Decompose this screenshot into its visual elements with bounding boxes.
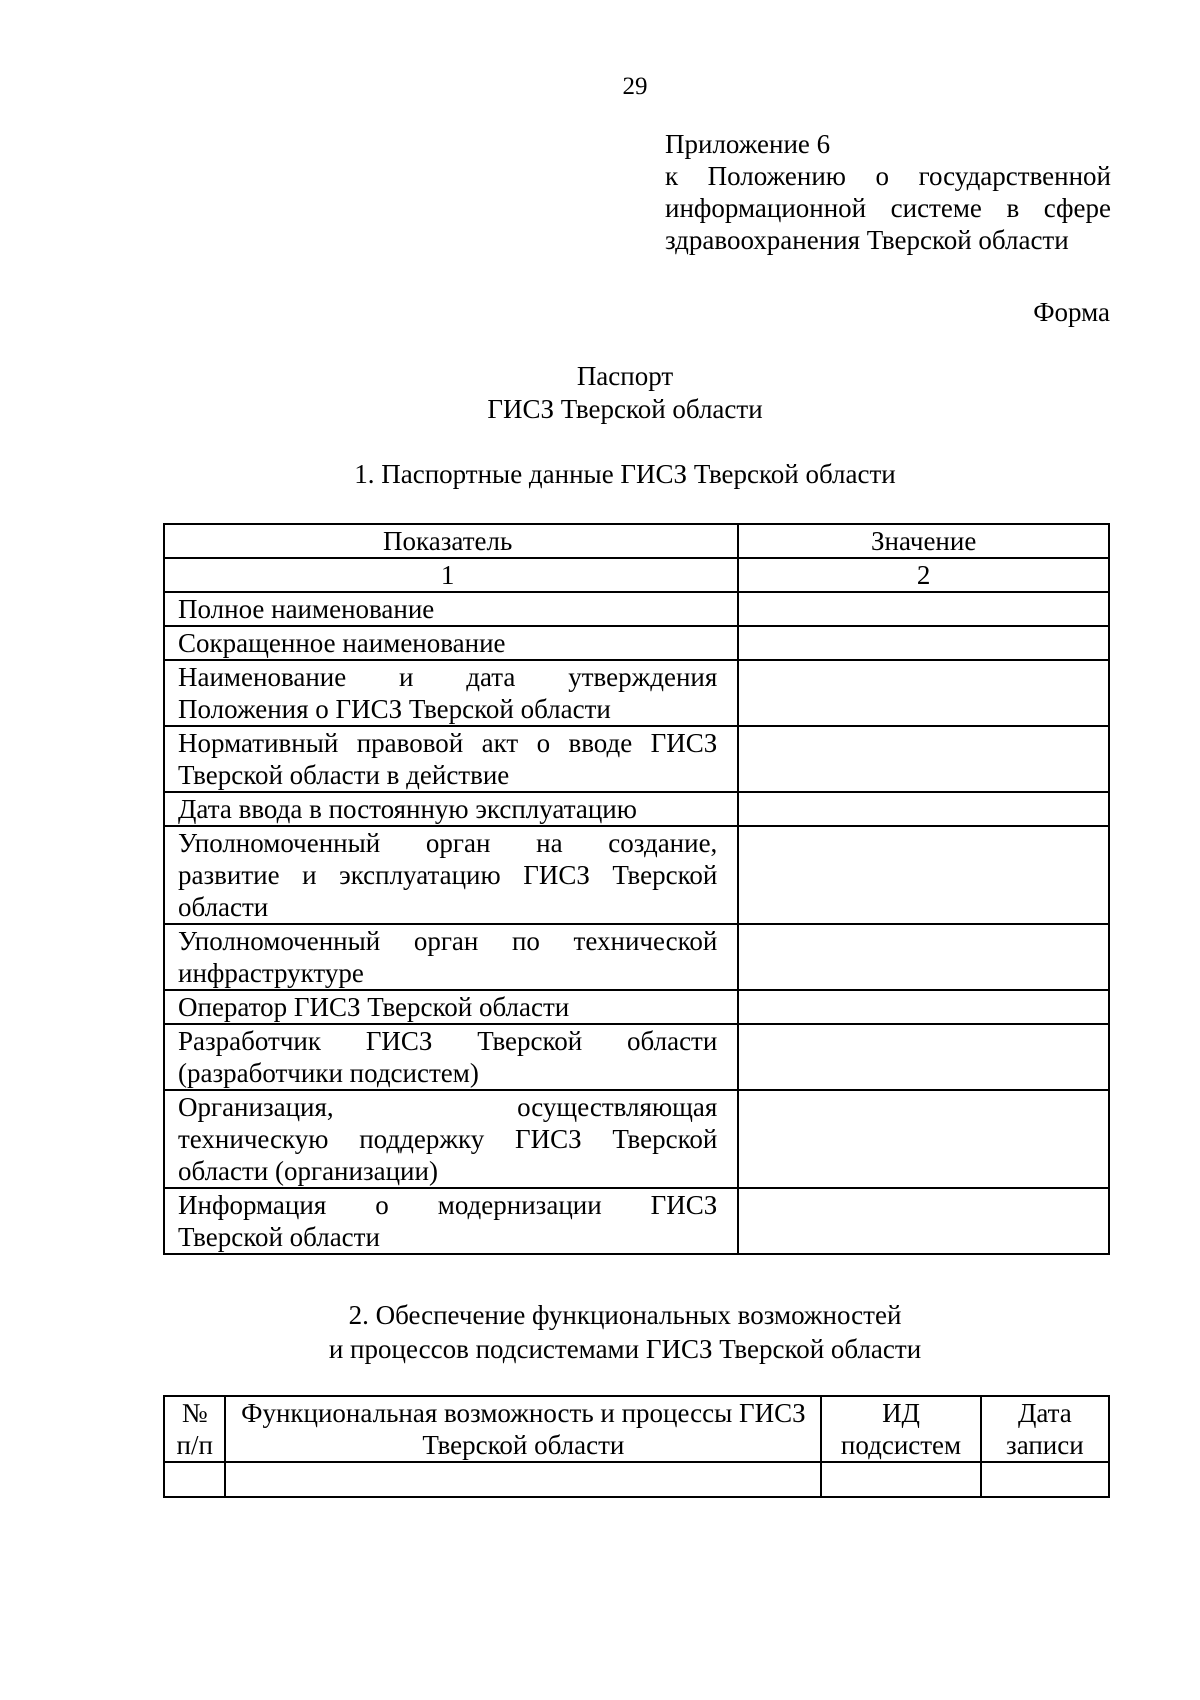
header-line: ИД: [882, 1398, 920, 1428]
record-date-cell[interactable]: [981, 1462, 1109, 1497]
value-cell[interactable]: [738, 826, 1109, 924]
table-row: [164, 1188, 1109, 1254]
header-indicator: Показатель: [164, 524, 738, 558]
table-row: [164, 792, 1109, 826]
table-row: [164, 990, 1109, 1024]
function-cell[interactable]: [225, 1462, 821, 1497]
column-number: 1: [164, 558, 738, 592]
page-number: 29: [622, 73, 648, 100]
cell-line: инфраструктуре: [178, 958, 364, 988]
appendix-line: здравоохранения Тверской области: [665, 225, 1069, 255]
column-number: 2: [738, 558, 1109, 592]
table-row: [164, 924, 1109, 990]
appendix-block: [665, 128, 1111, 256]
section-1-heading: 1. Паспортные данные ГИСЗ Тверской области: [354, 459, 896, 489]
value-cell[interactable]: [738, 592, 1109, 626]
table-row: [164, 1024, 1109, 1090]
header-number: [164, 1396, 225, 1462]
value-cell[interactable]: [738, 924, 1109, 990]
table-header-row: [164, 524, 1109, 558]
indicator-cell: [164, 826, 738, 924]
header-line: Дата: [1017, 1398, 1072, 1428]
subsystem-id-cell[interactable]: [821, 1462, 980, 1497]
table-row: [164, 592, 1109, 626]
cell-line: Полное наименование: [178, 594, 435, 624]
cell-line: области: [178, 892, 269, 922]
header-line: Тверской области: [422, 1430, 625, 1460]
heading-line: и процессов подсистемами ГИСЗ Тверской области: [328, 1334, 922, 1364]
heading-line: 2. Обеспечение функциональных возможностей: [348, 1300, 902, 1330]
appendix-line: Приложение 6: [665, 129, 831, 159]
appendix-line: к Положению о государственной: [665, 161, 1111, 191]
indicator-cell: [164, 924, 738, 990]
number-cell[interactable]: [164, 1462, 225, 1497]
cell-line: Разработчик ГИСЗ Тверской области: [178, 1026, 718, 1056]
table-row: [164, 826, 1109, 924]
table-row: [164, 626, 1109, 660]
title-line: ГИСЗ Тверской области: [487, 394, 763, 424]
value-cell[interactable]: [738, 792, 1109, 826]
table-row: [164, 1462, 1109, 1497]
value-cell[interactable]: [738, 1090, 1109, 1188]
cell-line: Организация, осуществляющая: [178, 1092, 718, 1122]
header-function: [225, 1396, 821, 1462]
header-line: Функциональная возможность и процессы ГИСЗ: [241, 1398, 806, 1428]
indicator-cell: [164, 592, 738, 626]
cell-line: Наименование и дата утверждения: [178, 662, 718, 692]
table-row: [164, 660, 1109, 726]
cell-line: Тверской области в действие: [178, 760, 510, 790]
table-row: [164, 1090, 1109, 1188]
table-row: [164, 726, 1109, 792]
indicator-cell: [164, 1024, 738, 1090]
cell-line: Дата ввода в постоянную эксплуатацию: [178, 794, 637, 824]
subsystems-table: [163, 1395, 1110, 1498]
value-cell[interactable]: [738, 660, 1109, 726]
cell-line: техническую поддержку ГИСЗ Тверской: [178, 1124, 718, 1154]
header-line: п/п: [176, 1430, 213, 1460]
cell-line: Уполномоченный орган на создание,: [178, 828, 718, 858]
indicator-cell: [164, 726, 738, 792]
header-subsystem-id: [821, 1396, 980, 1462]
indicator-cell: [164, 1090, 738, 1188]
header-record-date: [981, 1396, 1109, 1462]
cell-line: развитие и эксплуатацию ГИСЗ Тверской: [178, 860, 718, 890]
cell-line: Сокращенное наименование: [178, 628, 506, 658]
header-value: Значение: [738, 524, 1109, 558]
indicator-cell: [164, 626, 738, 660]
cell-line: (разработчики подсистем): [178, 1058, 479, 1088]
value-cell[interactable]: [738, 1024, 1109, 1090]
value-cell[interactable]: [738, 626, 1109, 660]
cell-line: Оператор ГИСЗ Тверской области: [178, 992, 570, 1022]
title-line: Паспорт: [576, 361, 674, 391]
value-cell[interactable]: [738, 1188, 1109, 1254]
form-label: Форма: [1033, 297, 1110, 327]
cell-line: области (организации): [178, 1156, 438, 1186]
cell-line: Нормативный правовой акт о вводе ГИСЗ: [178, 728, 718, 758]
indicator-cell: [164, 1188, 738, 1254]
cell-line: Тверской области: [178, 1222, 380, 1252]
indicator-cell: [164, 660, 738, 726]
section-2-heading: [0, 1298, 1200, 1366]
value-cell[interactable]: [738, 990, 1109, 1024]
table-header-row: [164, 1396, 1109, 1462]
appendix-line: информационной системе в сфере: [665, 193, 1111, 223]
cell-line: Положения о ГИСЗ Тверской области: [178, 694, 611, 724]
indicator-cell: [164, 792, 738, 826]
header-line: №: [181, 1398, 208, 1428]
header-line: подсистем: [840, 1430, 962, 1460]
column-number-row: [164, 558, 1109, 592]
document-title: [0, 360, 1200, 426]
cell-line: Уполномоченный орган по технической: [178, 926, 718, 956]
cell-line: Информация о модернизации ГИСЗ: [178, 1190, 718, 1220]
header-line: записи: [1006, 1430, 1084, 1460]
value-cell[interactable]: [738, 726, 1109, 792]
passport-data-table: [163, 523, 1110, 1255]
indicator-cell: [164, 990, 738, 1024]
